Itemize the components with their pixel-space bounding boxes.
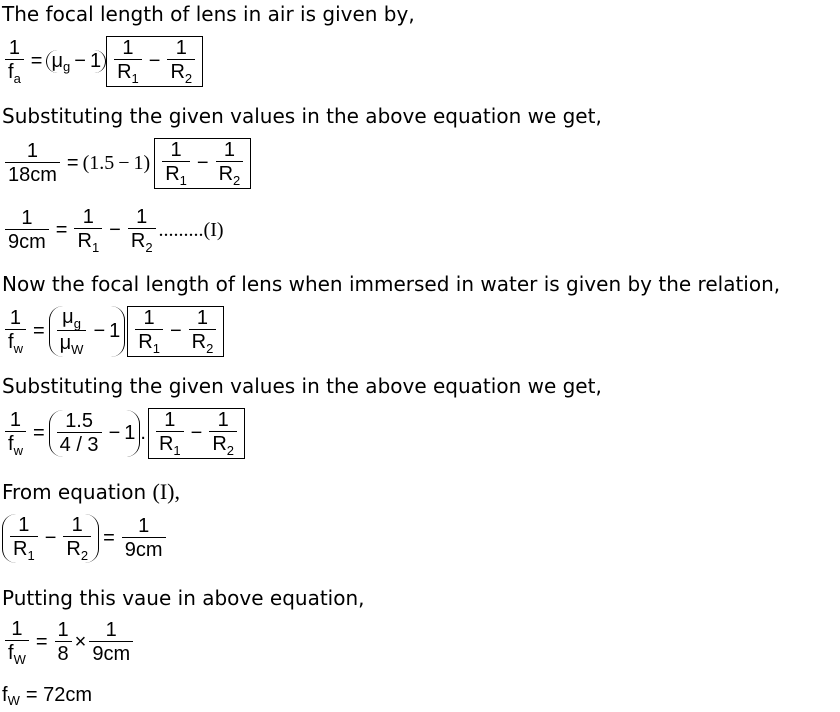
bracket-group: $\frac{1}{R_1}$ − $\frac{1}{R_2}$ [106, 36, 203, 87]
equation-lens-maker-air: $\frac{1}{f_a}$ = μ g − 1 $\frac{1}{R_1}$ − $\frac{1}{R_2}$ [2, 36, 203, 87]
equation-substitution-water: $\frac{1}{f_w}$ = $\frac{1.5}{4 / 3}$ − 1 . $\frac{1}{R_1}$ − $\frac{1}{R_2}$ [2, 408, 245, 459]
text-line-2: Substituting the given values in the above equation we get, [2, 104, 602, 128]
equation-final-product: $\frac{1}{f_W}$ = $\frac{1}{8}$ × $\frac{1}{9cm}$ [2, 618, 136, 667]
equation-substitution-air: $\frac{1}{18cm}$ = (1.5 − 1) $\frac{1}{R_1}$ − $\frac{1}{R_2}$ [2, 138, 251, 189]
text-line-6: Putting this vaue in above equation, [2, 586, 365, 610]
equation-result: f W = 72cm [2, 684, 92, 708]
fraction-1-over-fa: $\frac{1}{f_a}$ [5, 37, 24, 86]
equation-lens-maker-water: $\frac{1}{f_w}$ = $\frac{\mu_g}{\mu_W}$ − 1 $\frac{1}{R_1}$ − $\frac{1}{R_2}$ [2, 306, 224, 357]
equation-I: $\frac{1}{9cm}$ = $\frac{1}{R_1}$ − $\frac{1}{R_2}$ .........(I) [2, 206, 224, 255]
paren-group: μ g − 1 [46, 50, 106, 73]
text-line-3: Now the focal length of lens when immersed in water is given by the relation, [2, 272, 781, 296]
text-line-4: Substituting the given values in the above equation we get, [2, 374, 602, 398]
equation-from-I: $\frac{1}{R_1}$ − $\frac{1}{R_2}$ = $\frac{1}{9cm}$ [2, 514, 169, 563]
text-line-5: From equation (I), [2, 479, 180, 504]
text-line-1: The focal length of lens in air is given by, [2, 2, 415, 26]
